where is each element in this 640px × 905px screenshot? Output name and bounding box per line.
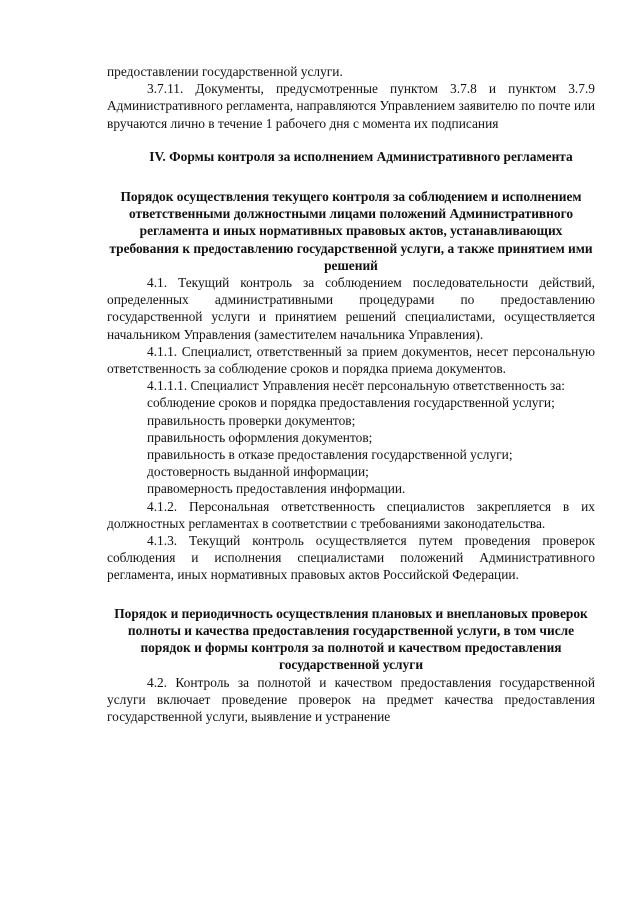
paragraph-4-1-1: 4.1.1. Специалист, ответственный за прием документов, несет персональную ответственность за соблюдение сроков и порядка приема документов. [107,343,595,377]
list-item: правомерность предоставления информации. [147,481,406,497]
paragraph-continuation: предоставлении государственной услуги. [107,64,343,79]
paragraph-4-1: 4.1. Текущий контроль за соблюдением последовательности действий, определенных административными процедурами по предоставлению государственной услуги и принятием решений специалистами, осуществляется начальником Управления (заместителем начальника Управления). [107,275,595,342]
list-item: правильность оформления документов; [147,429,373,445]
section-title-iv: IV. Формы контроля за исполнением Административного регламента [149,148,573,164]
subsection-title-inspections: Порядок и периодичность осуществления плановых и внеплановых проверок полноты и качества предоставления государственной услуги, в том числе порядок и формы контроля за полнотой и качеством предоставления государственной услуги [114,605,588,673]
paragraph-4-1-2: 4.1.2. Персональная ответственность специалистов закрепляется в их должностных регламентах в соответствии с требованиями законодательства. [107,498,595,531]
paragraph-4-2: 4.2. Контроль за полнотой и качеством предоставления государственной услуги включает проведение проверок на предмет качества предоставления государственной услуги, выявление и устранение [107,674,595,724]
list-item: достоверность выданной информации; [147,464,369,480]
paragraph-4-1-1-1: 4.1.1.1. Специалист Управления несёт персональную ответственность за: [147,378,565,394]
list-item: соблюдение сроков и порядка предоставления государственной услуги; [147,395,555,411]
subsection-title-current-control: Порядок осуществления текущего контроля за соблюдением и исполнением ответственными должностными лицами положений Административного регламента и иных нормативных правовых актов, устанавливающих требования к предоставлению государственной услуги, а также принятием ими решений [109,189,593,273]
list-item: правильность в отказе предоставления государственной услуги; [147,447,513,463]
paragraph-3-7-11: 3.7.11. Документы, предусмотренные пунктом 3.7.8 и пунктом 3.7.9 Административного регламента, направляются Управлением заявителю по почте или вручаются лично в течение 1 рабочего дня с момента их подписания [107,81,595,131]
paragraph-4-1-3: 4.1.3. Текущий контроль осуществляется путем проведения проверок соблюдения и исполнения специалистами положений Административного регламента, иных нормативных правовых актов Российской Федерации. [107,533,595,583]
document-page [107,63,595,725]
list-item: правильность проверки документов; [147,412,356,428]
